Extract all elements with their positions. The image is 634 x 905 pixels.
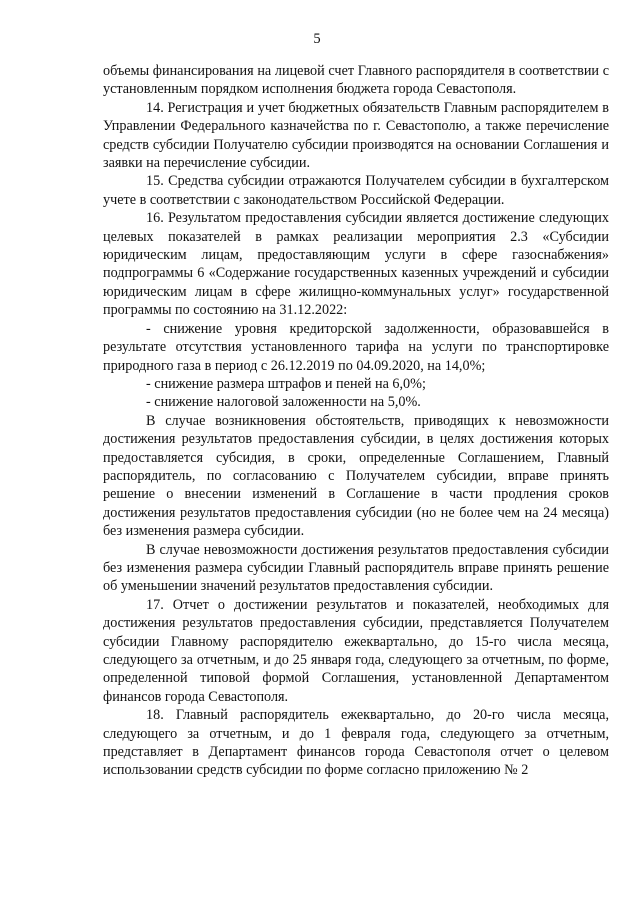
- paragraph-18: 18. Главный распорядитель ежеквартально, до 20-го числа месяца, следующего за отчетным, и до 1 февраля года, следующего за отчетным, представляет в Департамент финансов города Севастополя отчет о целевом использовании средств субсидии по форме согласно приложению № 2: [103, 707, 609, 779]
- paragraph-15: 15. Средства субсидии отражаются Получателем субсидии в бухгалтерском учете в соответствии с законодательством Российской Федерации.: [103, 173, 609, 208]
- paragraph-17: 17. Отчет о достижении результатов и показателей, необходимых для достижения результатов предоставления субсидии, представляется Получателем субсидии Главному распорядителю ежеквартально, до 15-го числа месяца, следующего за отчетным, и до 25 января года, следующего за отчетным, по форме, определенной типовой формой Соглашения, установленной Департаментом финансов города Севастополя.: [103, 596, 609, 705]
- paragraph-circumstances: В случае возникновения обстоятельств, приводящих к невозможности достижения результатов предоставления субсидии, в целях достижения которых предоставляется субсидия, в сроки, определенные Соглашением, Главный распорядитель, по согласованию с Получателем субсидии, вправе принять решение о внесении изменений в Соглашение в части продления сроков достижения результатов предоставления субсидии (но не более чем на 24 месяца) без изменения размера субсидии.: [103, 412, 609, 540]
- list-item-fines-reduction: - снижение размера штрафов и пеней на 6,0%;: [146, 375, 426, 392]
- paragraph-14: 14. Регистрация и учет бюджетных обязательств Главным распорядителем в Управлении Федерального казначейства по г. Севастополю, а также перечисление средств субсидии Получателю субсидии производятся на основании Соглашения и заявки на перечисление субсидии.: [103, 99, 609, 172]
- list-item-debt-reduction: - снижение уровня кредиторской задолженности, образовавшейся в результате отсутствия установленного тарифа на услуги по транспортировке природного газа в период с 26.12.2019 по 04.09.2020, на 14,0%;: [103, 320, 609, 374]
- page-number: 5: [313, 31, 321, 47]
- paragraph-16: 16. Результатом предоставления субсидии является достижение следующих целевых показателей в рамках реализации мероприятия 2.3 «Субсидии юридическим лицам, предоставляющим услуги в сфере газоснабжения» подпрограммы 6 «Содержание государственных казенных учреждений и субсидии юридическим лицам в сфере жилищно-коммунальных услуг» государственной программы по состоянию на 31.12.2022:: [103, 210, 609, 319]
- document-body: [103, 62, 609, 780]
- paragraph-impossibility: В случае невозможности достижения результатов предоставления субсидии без изменения размера субсидии Главный распорядитель вправе принять решение об уменьшении значений результатов предоставления субсидии.: [103, 541, 609, 595]
- list-item-tax-reduction: - снижение налоговой заложенности на 5,0%.: [146, 394, 421, 411]
- paragraph-continuation: объемы финансирования на лицевой счет Главного распорядителя в соответствии с установленным порядком исполнения бюджета города Севастополя.: [103, 63, 609, 98]
